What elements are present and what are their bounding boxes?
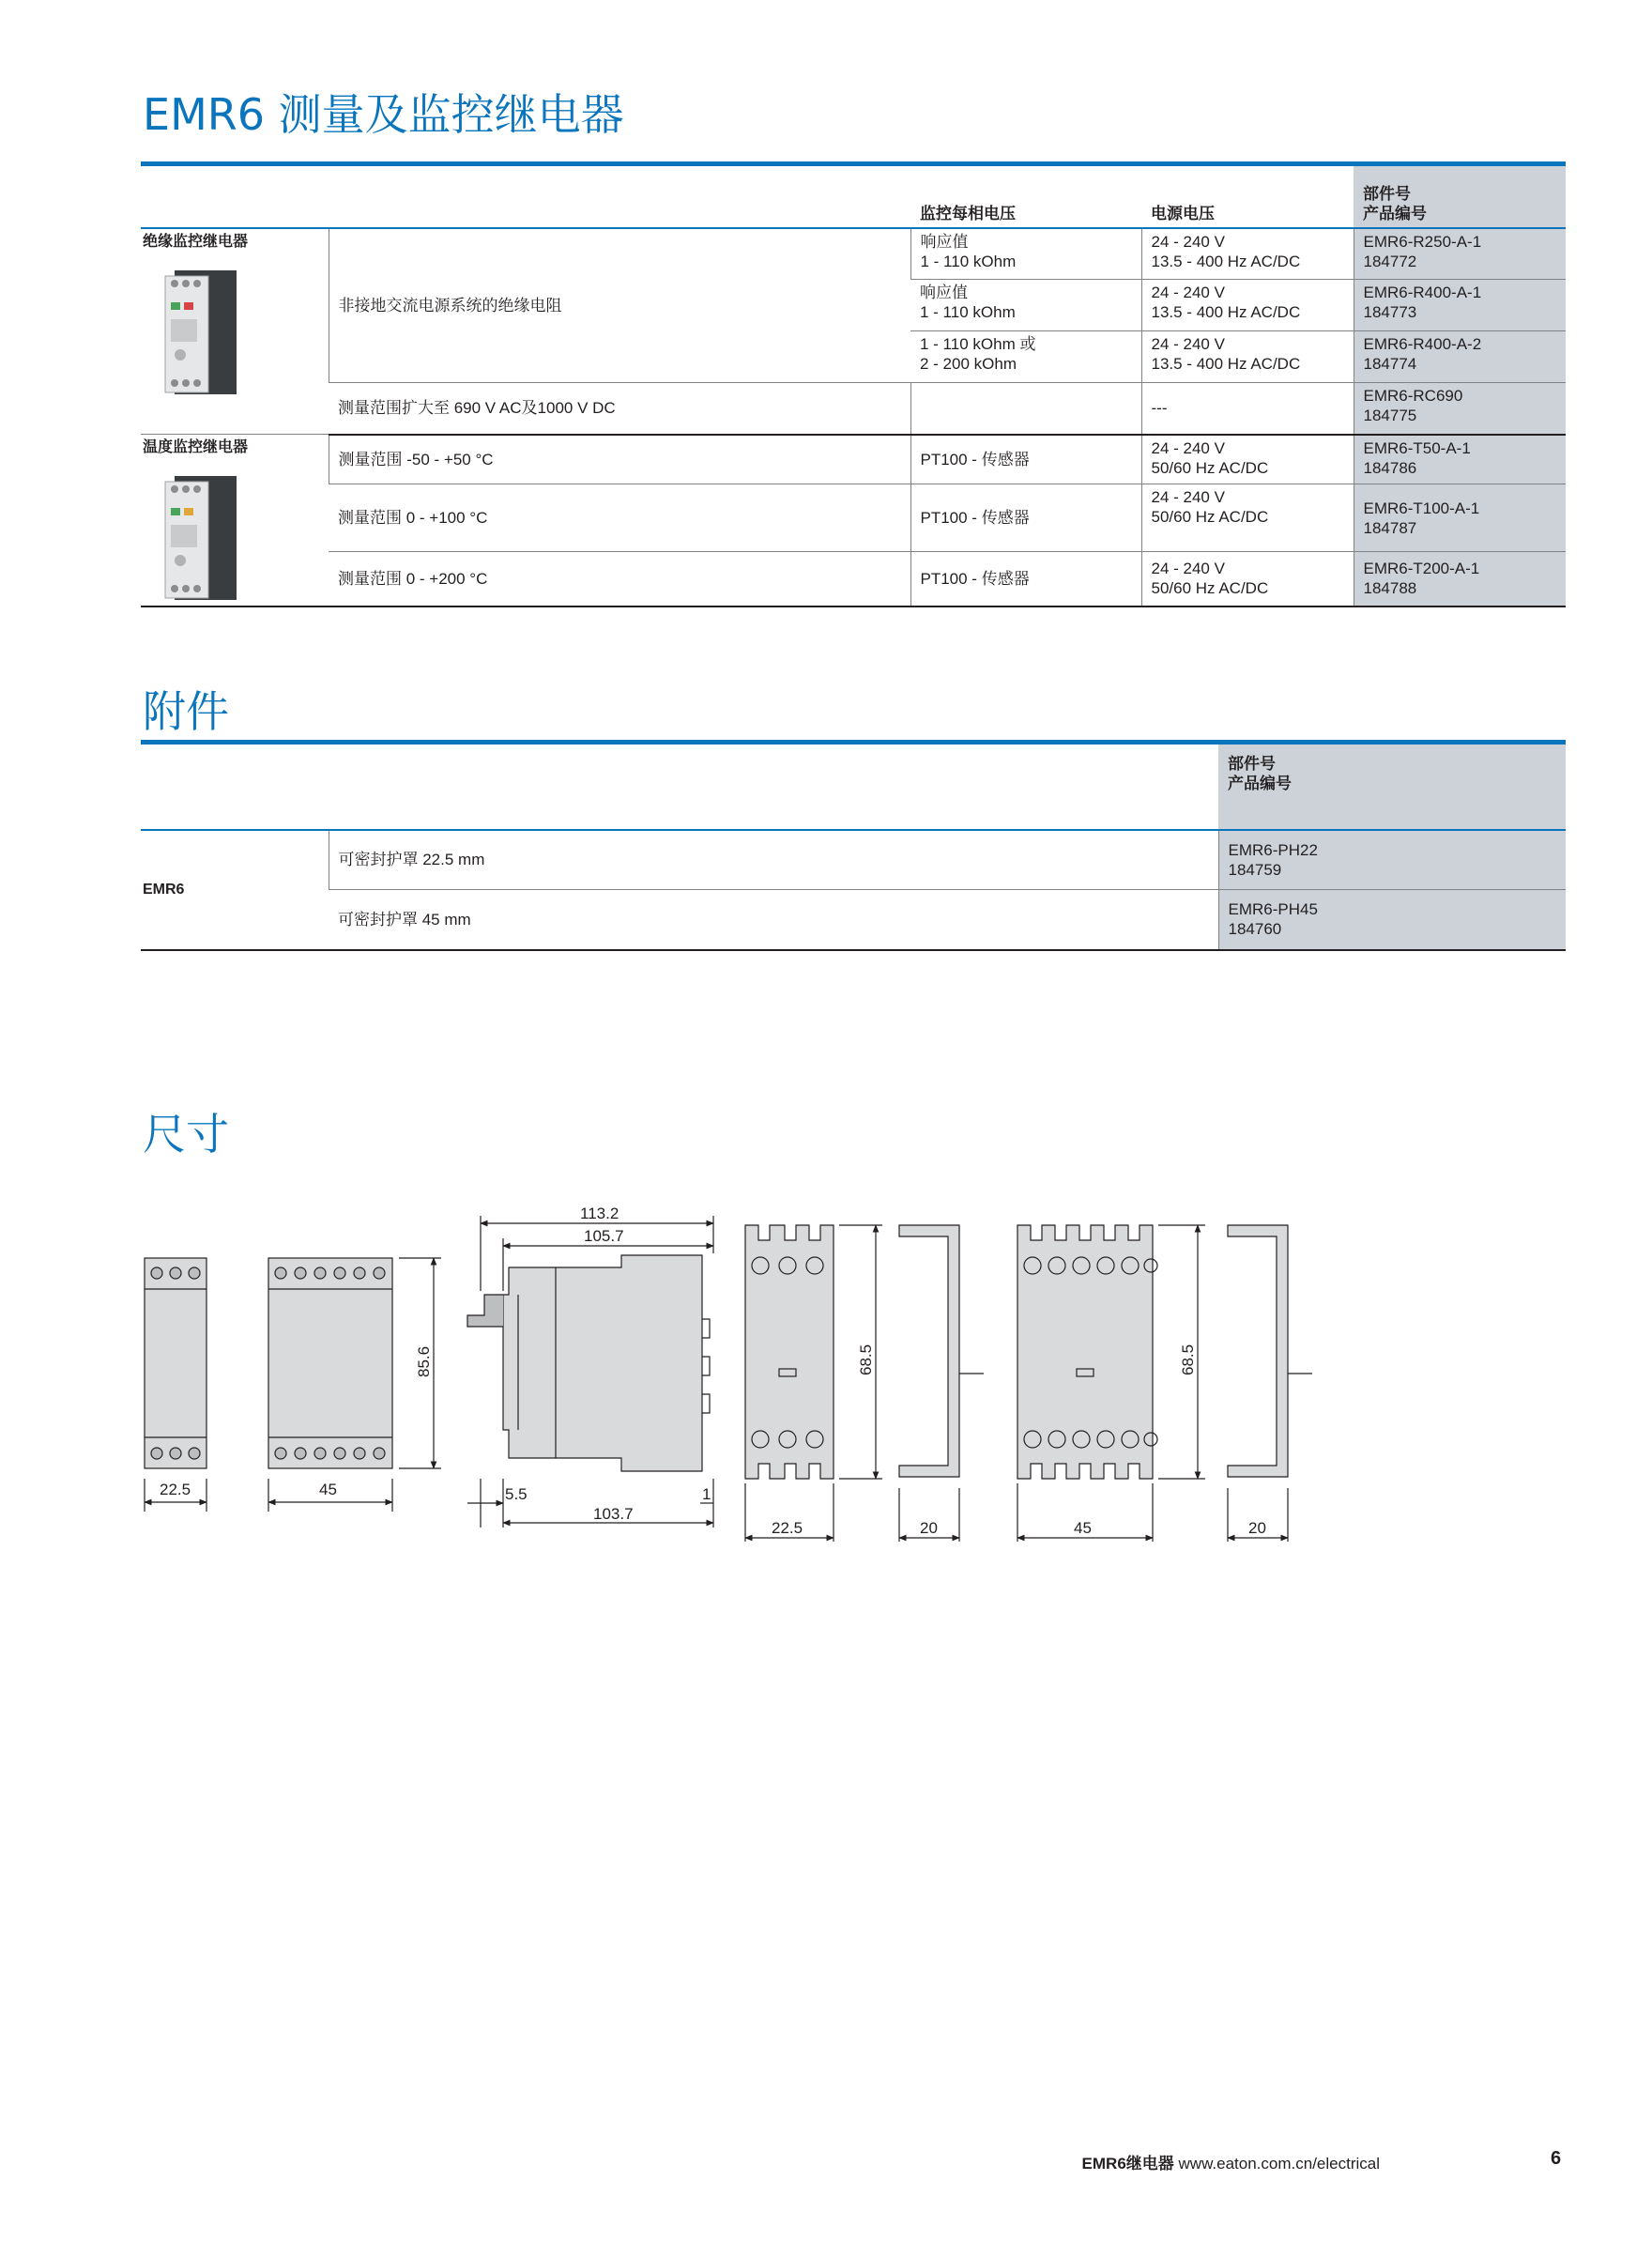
dim-front-gap: 1	[702, 1485, 711, 1503]
part-cell: EMR6-PH45 184760	[1218, 890, 1566, 950]
part-cell: EMR6-T200-A-1 184788	[1354, 552, 1566, 606]
footer	[1082, 2150, 1380, 2173]
dim-depth-total: 113.2	[580, 1205, 620, 1222]
insulation-relay-image	[163, 270, 238, 394]
monitor-cell: PT100 - 传感器	[910, 552, 1141, 606]
part-cell: EMR6-T100-A-1 184787	[1354, 484, 1566, 552]
relay-side-view	[467, 1216, 713, 1528]
table-row	[141, 830, 1566, 890]
relay-large-front-view	[268, 1258, 441, 1512]
cover-large-side-view	[1228, 1225, 1312, 1542]
dim-cover-small-height: 68.5	[857, 1343, 875, 1375]
cover-small-front-view	[745, 1225, 882, 1542]
part-cell: EMR6-T50-A-1 184786	[1354, 435, 1566, 484]
dim-depth-body: 103.7	[593, 1505, 634, 1523]
monitor-cell: PT100 - 传感器	[910, 484, 1141, 552]
supply-cell: 24 - 240 V 13.5 - 400 Hz AC/DC	[1141, 280, 1354, 331]
part-cell: EMR6-PH22 184759	[1218, 830, 1566, 890]
supply-cell: 24 - 240 V 13.5 - 400 Hz AC/DC	[1141, 331, 1354, 383]
desc-cell: 可密封护罩 22.5 mm	[329, 830, 1218, 890]
header-monitor: 监控每相电压	[910, 164, 1141, 228]
dim-large-width: 45	[319, 1481, 337, 1498]
category-temperature: 温度监控继电器	[141, 435, 329, 606]
dim-cover-large-depth: 20	[1248, 1519, 1266, 1537]
dimension-drawings	[131, 1178, 1568, 1554]
supply-cell: ---	[1141, 383, 1354, 435]
dimensions-title: 尺寸	[143, 1109, 229, 1159]
cover-large-front-view	[1017, 1225, 1205, 1542]
relay-small-front-view	[145, 1258, 206, 1512]
page-number: 6	[1551, 2148, 1562, 2169]
footer-url[interactable]: www.eaton.com.cn/electrical	[1178, 2155, 1380, 2173]
dim-small-width: 22.5	[160, 1481, 191, 1498]
desc-cell: 可密封护罩 45 mm	[329, 890, 1218, 950]
footer-doc-name: EMR6继电器	[1081, 2155, 1174, 2173]
table-row	[141, 484, 1566, 552]
temperature-relay-image	[163, 476, 238, 600]
table-row	[141, 435, 1566, 484]
header-part-product: 部件号 产品编号	[1354, 164, 1566, 228]
monitor-cell: 1 - 110 kOhm 或 2 - 200 kOhm	[910, 331, 1141, 383]
relay-table	[141, 161, 1566, 607]
dim-cover-large-height: 68.5	[1179, 1343, 1197, 1375]
table-row	[141, 383, 1566, 435]
monitor-cell	[910, 383, 1141, 435]
category-insulation: 绝缘监控继电器	[141, 228, 329, 435]
supply-cell: 24 - 240 V 50/60 Hz AC/DC	[1141, 484, 1354, 552]
part-cell: EMR6-RC690 184775	[1354, 383, 1566, 435]
supply-cell: 24 - 240 V 13.5 - 400 Hz AC/DC	[1141, 228, 1354, 280]
dim-cover-large-width: 45	[1074, 1519, 1092, 1537]
monitor-cell: 响应值 1 - 110 kOhm	[910, 280, 1141, 331]
page-title: EMR6 测量及监控继电器	[143, 89, 624, 140]
part-cell: EMR6-R400-A-1 184773	[1354, 280, 1566, 331]
cover-small-side-view	[899, 1225, 984, 1542]
accessories-category: EMR6	[141, 830, 329, 950]
dim-rail-offset: 5.5	[505, 1485, 528, 1503]
dim-cover-small-width: 22.5	[772, 1519, 803, 1537]
header-supply: 电源电压	[1141, 164, 1354, 228]
desc-extended: 测量范围扩大至 690 V AC及1000 V DC	[329, 383, 910, 435]
dim-height: 85.6	[415, 1345, 433, 1377]
desc-cell: 测量范围 -50 - +50 °C	[329, 435, 910, 484]
dim-cover-small-depth: 20	[920, 1519, 938, 1537]
accessories-title: 附件	[143, 686, 229, 737]
table-row	[141, 228, 1566, 280]
part-cell: EMR6-R400-A-2 184774	[1354, 331, 1566, 383]
table-row	[141, 890, 1566, 950]
accessories-header: 部件号 产品编号	[1218, 743, 1566, 830]
monitor-cell: 响应值 1 - 110 kOhm	[910, 228, 1141, 280]
supply-cell: 24 - 240 V 50/60 Hz AC/DC	[1141, 552, 1354, 606]
desc-cell: 测量范围 0 - +200 °C	[329, 552, 910, 606]
table-row	[141, 552, 1566, 606]
desc-insulation: 非接地交流电源系统的绝缘电阻	[329, 228, 910, 383]
monitor-cell: PT100 - 传感器	[910, 435, 1141, 484]
desc-cell: 测量范围 0 - +100 °C	[329, 484, 910, 552]
dim-depth-front: 105.7	[584, 1227, 624, 1245]
supply-cell: 24 - 240 V 50/60 Hz AC/DC	[1141, 435, 1354, 484]
accessories-table	[141, 740, 1566, 951]
part-cell: EMR6-R250-A-1 184772	[1354, 228, 1566, 280]
